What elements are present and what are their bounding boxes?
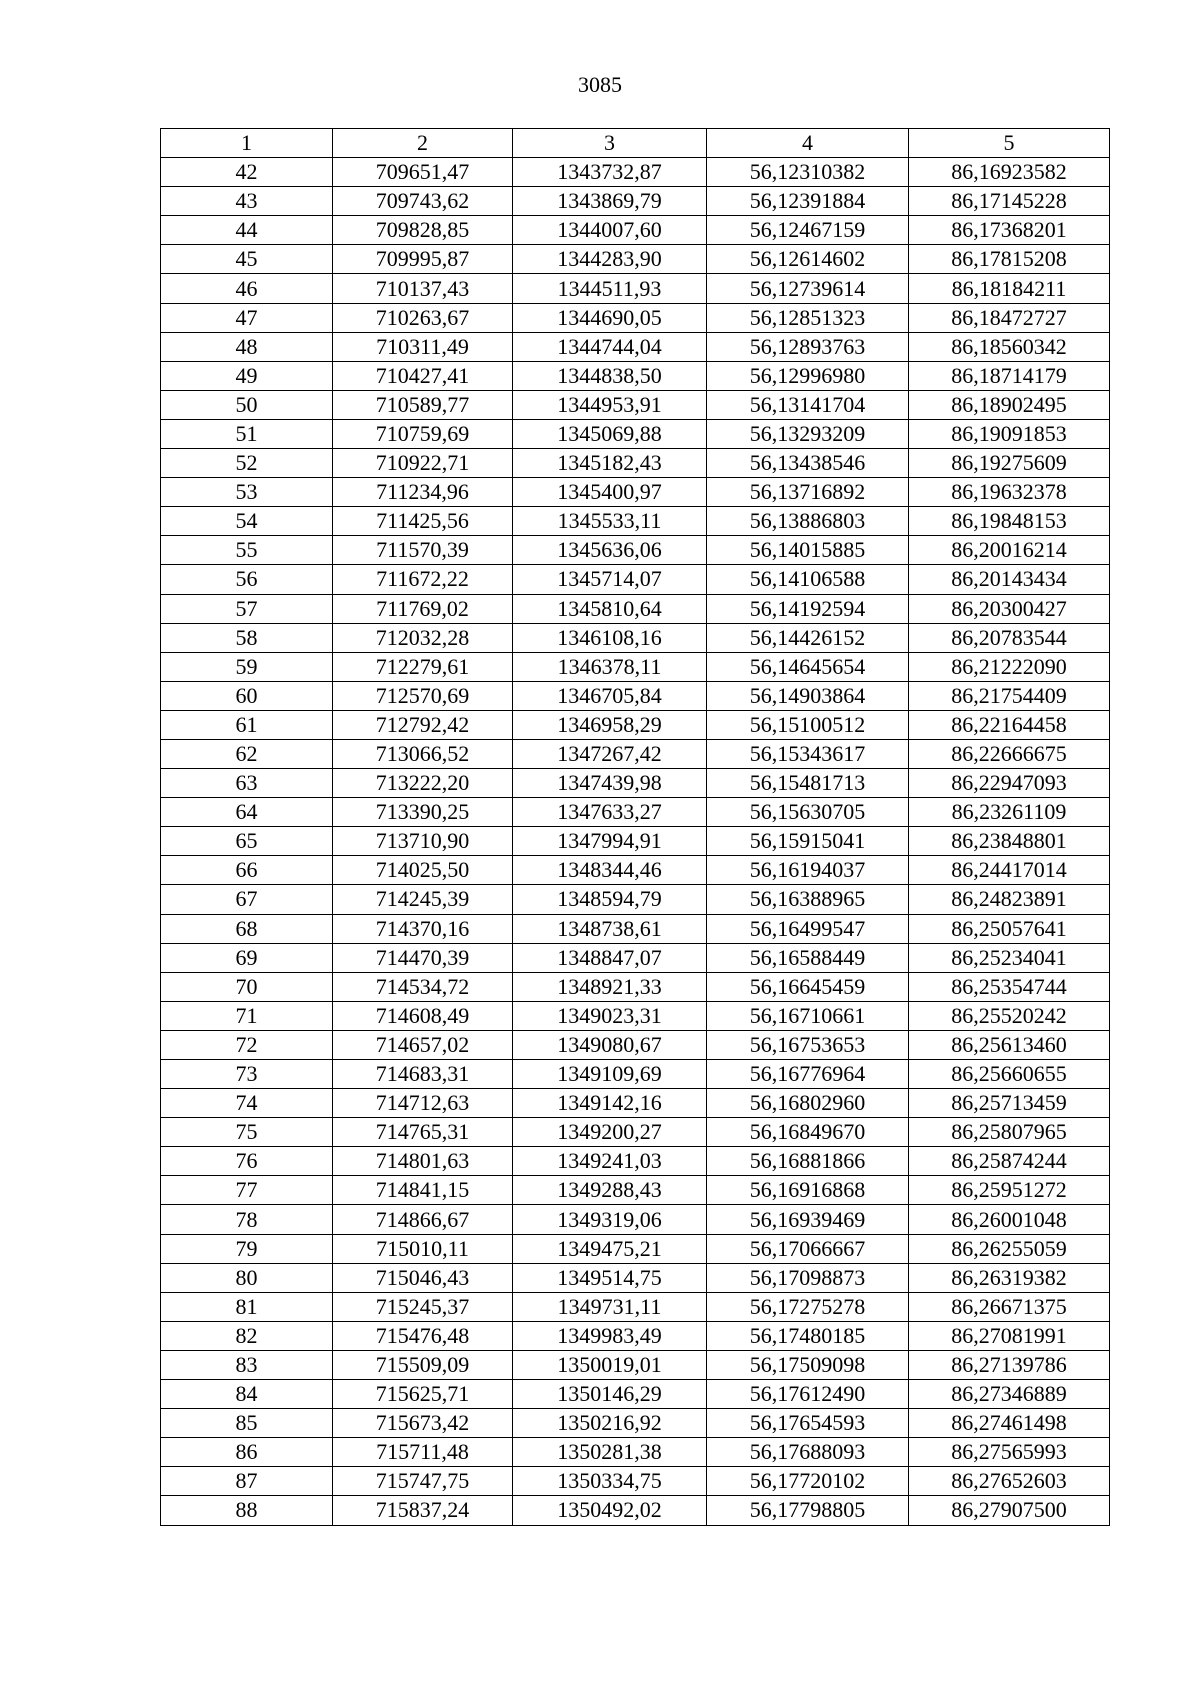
- table-cell-col-3: 1345400,97: [513, 478, 707, 507]
- table-cell-col-4: 56,13293209: [707, 419, 909, 448]
- table-cell-col-3: 1349983,49: [513, 1321, 707, 1350]
- table-cell-col-3: 1349200,27: [513, 1118, 707, 1147]
- table-cell-col-3: 1350492,02: [513, 1496, 707, 1525]
- table-cell-col-2: 714683,31: [333, 1060, 513, 1089]
- table-row: [161, 1467, 1110, 1496]
- table-cell-col-1: 77: [161, 1176, 333, 1205]
- table-row: [161, 1438, 1110, 1467]
- table-cell-col-4: 56,12739614: [707, 274, 909, 303]
- table-row: [161, 245, 1110, 274]
- table-cell-col-3: 1349475,21: [513, 1234, 707, 1263]
- table-cell-col-2: 715673,42: [333, 1409, 513, 1438]
- table-cell-col-5: 86,22164458: [909, 710, 1110, 739]
- page-number: 3085: [578, 72, 622, 97]
- table-cell-col-5: 86,16923582: [909, 158, 1110, 187]
- table-cell-col-5: 86,24823891: [909, 885, 1110, 914]
- table-cell-col-5: 86,27907500: [909, 1496, 1110, 1525]
- table-cell-col-1: 49: [161, 361, 333, 390]
- table-row: [161, 1263, 1110, 1292]
- table-cell-col-1: 61: [161, 710, 333, 739]
- coordinates-table: [160, 128, 1110, 1526]
- table-cell-col-3: 1349514,75: [513, 1263, 707, 1292]
- table-cell-col-1: 45: [161, 245, 333, 274]
- table-cell-col-2: 709743,62: [333, 187, 513, 216]
- table-row: [161, 914, 1110, 943]
- table-cell-col-4: 56,16849670: [707, 1118, 909, 1147]
- table-cell-col-1: 48: [161, 332, 333, 361]
- table-cell-col-1: 81: [161, 1292, 333, 1321]
- table-cell-col-5: 86,26255059: [909, 1234, 1110, 1263]
- table-cell-col-2: 710427,41: [333, 361, 513, 390]
- table-cell-col-4: 56,12893763: [707, 332, 909, 361]
- header-cell-4: 4: [707, 129, 909, 158]
- table-cell-col-4: 56,16645459: [707, 972, 909, 1001]
- table-cell-col-2: 715509,09: [333, 1350, 513, 1379]
- table-cell-col-2: 709995,87: [333, 245, 513, 274]
- table-cell-col-2: 714866,67: [333, 1205, 513, 1234]
- table-cell-col-2: 714245,39: [333, 885, 513, 914]
- table-cell-col-2: 715046,43: [333, 1263, 513, 1292]
- table-cell-col-3: 1348921,33: [513, 972, 707, 1001]
- table-cell-col-3: 1350334,75: [513, 1467, 707, 1496]
- table-cell-col-1: 66: [161, 856, 333, 885]
- table-cell-col-1: 79: [161, 1234, 333, 1263]
- table-cell-col-4: 56,16916868: [707, 1176, 909, 1205]
- table-cell-col-3: 1349080,67: [513, 1030, 707, 1059]
- table-row: [161, 361, 1110, 390]
- table-cell-col-4: 56,17066667: [707, 1234, 909, 1263]
- table-cell-col-4: 56,17098873: [707, 1263, 909, 1292]
- table-cell-col-4: 56,14645654: [707, 652, 909, 681]
- table-cell-col-1: 86: [161, 1438, 333, 1467]
- table-row: [161, 158, 1110, 187]
- table-row: [161, 1234, 1110, 1263]
- table-cell-col-3: 1344511,93: [513, 274, 707, 303]
- table-cell-col-5: 86,19091853: [909, 419, 1110, 448]
- table-cell-col-1: 53: [161, 478, 333, 507]
- table-cell-col-4: 56,15915041: [707, 827, 909, 856]
- table-cell-col-1: 47: [161, 303, 333, 332]
- table-cell-col-2: 713066,52: [333, 739, 513, 768]
- table-cell-col-5: 86,26001048: [909, 1205, 1110, 1234]
- table-row: [161, 885, 1110, 914]
- table-cell-col-2: 714801,63: [333, 1147, 513, 1176]
- table-cell-col-5: 86,27139786: [909, 1350, 1110, 1379]
- table-cell-col-4: 56,13141704: [707, 390, 909, 419]
- table-cell-col-2: 710263,67: [333, 303, 513, 332]
- table-cell-col-4: 56,15100512: [707, 710, 909, 739]
- table-cell-col-5: 86,25660655: [909, 1060, 1110, 1089]
- table-cell-col-5: 86,27565993: [909, 1438, 1110, 1467]
- table-cell-col-5: 86,25613460: [909, 1030, 1110, 1059]
- table-cell-col-3: 1350216,92: [513, 1409, 707, 1438]
- table-cell-col-2: 710759,69: [333, 419, 513, 448]
- header-cell-2: 2: [333, 129, 513, 158]
- table-row: [161, 1001, 1110, 1030]
- table-cell-col-5: 86,25874244: [909, 1147, 1110, 1176]
- table-cell-col-4: 56,16939469: [707, 1205, 909, 1234]
- table-cell-col-3: 1350146,29: [513, 1380, 707, 1409]
- table-cell-col-4: 56,17612490: [707, 1380, 909, 1409]
- table-row: [161, 419, 1110, 448]
- table-cell-col-1: 76: [161, 1147, 333, 1176]
- table-cell-col-4: 56,16194037: [707, 856, 909, 885]
- table-cell-col-1: 78: [161, 1205, 333, 1234]
- table-cell-col-3: 1345714,07: [513, 565, 707, 594]
- table-row: [161, 216, 1110, 245]
- table-row: [161, 798, 1110, 827]
- table-cell-col-5: 86,27461498: [909, 1409, 1110, 1438]
- table-cell-col-1: 58: [161, 623, 333, 652]
- table-cell-col-2: 714534,72: [333, 972, 513, 1001]
- table-cell-col-5: 86,23848801: [909, 827, 1110, 856]
- table-cell-col-2: 713222,20: [333, 769, 513, 798]
- table-cell-col-1: 64: [161, 798, 333, 827]
- table-row: [161, 274, 1110, 303]
- table-cell-col-3: 1349241,03: [513, 1147, 707, 1176]
- table-cell-col-5: 86,27346889: [909, 1380, 1110, 1409]
- table-cell-col-1: 68: [161, 914, 333, 943]
- table-cell-col-5: 86,19632378: [909, 478, 1110, 507]
- table-cell-col-3: 1347994,91: [513, 827, 707, 856]
- table-cell-col-2: 715010,11: [333, 1234, 513, 1263]
- table-cell-col-1: 46: [161, 274, 333, 303]
- table-cell-col-1: 88: [161, 1496, 333, 1525]
- table-row: [161, 1118, 1110, 1147]
- table-cell-col-2: 715747,75: [333, 1467, 513, 1496]
- table-row: [161, 507, 1110, 536]
- table-row: [161, 1409, 1110, 1438]
- table-cell-col-5: 86,17815208: [909, 245, 1110, 274]
- table-cell-col-3: 1344838,50: [513, 361, 707, 390]
- table-cell-col-1: 63: [161, 769, 333, 798]
- table-cell-col-3: 1344744,04: [513, 332, 707, 361]
- table-cell-col-5: 86,25807965: [909, 1118, 1110, 1147]
- header-row: [161, 129, 1110, 158]
- table-cell-col-5: 86,18472727: [909, 303, 1110, 332]
- table-cell-col-5: 86,22947093: [909, 769, 1110, 798]
- table-row: [161, 1292, 1110, 1321]
- table-cell-col-3: 1347439,98: [513, 769, 707, 798]
- table-cell-col-3: 1348594,79: [513, 885, 707, 914]
- table-cell-col-2: 714712,63: [333, 1089, 513, 1118]
- table-cell-col-1: 60: [161, 681, 333, 710]
- table-cell-col-1: 42: [161, 158, 333, 187]
- table-cell-col-2: 714470,39: [333, 943, 513, 972]
- table-cell-col-4: 56,17688093: [707, 1438, 909, 1467]
- table-cell-col-4: 56,15630705: [707, 798, 909, 827]
- table-cell-col-3: 1348738,61: [513, 914, 707, 943]
- table-row: [161, 710, 1110, 739]
- table-cell-col-4: 56,16588449: [707, 943, 909, 972]
- table-cell-col-4: 56,14192594: [707, 594, 909, 623]
- table-cell-col-2: 712279,61: [333, 652, 513, 681]
- table-cell-col-5: 86,25713459: [909, 1089, 1110, 1118]
- table-cell-col-1: 69: [161, 943, 333, 972]
- table-cell-col-2: 709651,47: [333, 158, 513, 187]
- table-cell-col-5: 86,26671375: [909, 1292, 1110, 1321]
- table-cell-col-1: 74: [161, 1089, 333, 1118]
- table-row: [161, 1176, 1110, 1205]
- table-cell-col-2: 715245,37: [333, 1292, 513, 1321]
- table-cell-col-1: 59: [161, 652, 333, 681]
- table-cell-col-2: 715476,48: [333, 1321, 513, 1350]
- table-cell-col-5: 86,25234041: [909, 943, 1110, 972]
- table-row: [161, 1030, 1110, 1059]
- table-row: [161, 827, 1110, 856]
- table-cell-col-2: 711672,22: [333, 565, 513, 594]
- table-row: [161, 594, 1110, 623]
- table-cell-col-3: 1349023,31: [513, 1001, 707, 1030]
- table-cell-col-1: 57: [161, 594, 333, 623]
- table-cell-col-2: 710589,77: [333, 390, 513, 419]
- table-cell-col-1: 83: [161, 1350, 333, 1379]
- table-cell-col-4: 56,16710661: [707, 1001, 909, 1030]
- table-cell-col-1: 52: [161, 449, 333, 478]
- table-cell-col-2: 714765,31: [333, 1118, 513, 1147]
- table-row: [161, 1321, 1110, 1350]
- table-cell-col-4: 56,13716892: [707, 478, 909, 507]
- table-cell-col-2: 714841,15: [333, 1176, 513, 1205]
- table-row: [161, 1205, 1110, 1234]
- table-cell-col-2: 715711,48: [333, 1438, 513, 1467]
- table-cell-col-4: 56,14426152: [707, 623, 909, 652]
- header-cell-1: 1: [161, 129, 333, 158]
- table-cell-col-2: 712570,69: [333, 681, 513, 710]
- table-cell-col-5: 86,18714179: [909, 361, 1110, 390]
- table-cell-col-4: 56,12467159: [707, 216, 909, 245]
- table-cell-col-3: 1347267,42: [513, 739, 707, 768]
- table-cell-col-4: 56,12614602: [707, 245, 909, 274]
- table-row: [161, 187, 1110, 216]
- table-cell-col-1: 50: [161, 390, 333, 419]
- table-cell-col-1: 55: [161, 536, 333, 565]
- table-cell-col-3: 1350019,01: [513, 1350, 707, 1379]
- table-cell-col-4: 56,12391884: [707, 187, 909, 216]
- table-cell-col-2: 711570,39: [333, 536, 513, 565]
- table-cell-col-3: 1347633,27: [513, 798, 707, 827]
- table-row: [161, 390, 1110, 419]
- table-cell-col-5: 86,20783544: [909, 623, 1110, 652]
- table-cell-col-1: 84: [161, 1380, 333, 1409]
- table-cell-col-5: 86,20143434: [909, 565, 1110, 594]
- table-cell-col-5: 86,18902495: [909, 390, 1110, 419]
- table-row: [161, 303, 1110, 332]
- header-cell-5: 5: [909, 129, 1110, 158]
- table-cell-col-3: 1345636,06: [513, 536, 707, 565]
- table-cell-col-1: 82: [161, 1321, 333, 1350]
- table-row: [161, 739, 1110, 768]
- table-cell-col-3: 1350281,38: [513, 1438, 707, 1467]
- table-cell-col-3: 1349142,16: [513, 1089, 707, 1118]
- table-header: [161, 129, 1110, 158]
- table-cell-col-1: 75: [161, 1118, 333, 1147]
- table-cell-col-3: 1345069,88: [513, 419, 707, 448]
- table-cell-col-2: 710311,49: [333, 332, 513, 361]
- table-cell-col-4: 56,12851323: [707, 303, 909, 332]
- table-cell-col-2: 714025,50: [333, 856, 513, 885]
- table-cell-col-5: 86,23261109: [909, 798, 1110, 827]
- table-cell-col-1: 72: [161, 1030, 333, 1059]
- table-cell-col-5: 86,27081991: [909, 1321, 1110, 1350]
- table-cell-col-1: 87: [161, 1467, 333, 1496]
- table-cell-col-4: 56,17798805: [707, 1496, 909, 1525]
- table-cell-col-3: 1344953,91: [513, 390, 707, 419]
- table-cell-col-1: 54: [161, 507, 333, 536]
- table-cell-col-1: 70: [161, 972, 333, 1001]
- table-cell-col-1: 73: [161, 1060, 333, 1089]
- table-cell-col-1: 65: [161, 827, 333, 856]
- table-cell-col-4: 56,17720102: [707, 1467, 909, 1496]
- table-cell-col-4: 56,12310382: [707, 158, 909, 187]
- table-row: [161, 972, 1110, 1001]
- table-cell-col-5: 86,25951272: [909, 1176, 1110, 1205]
- table-cell-col-3: 1345533,11: [513, 507, 707, 536]
- table-cell-col-1: 62: [161, 739, 333, 768]
- table-cell-col-3: 1346108,16: [513, 623, 707, 652]
- table-cell-col-3: 1348847,07: [513, 943, 707, 972]
- table-cell-col-3: 1344283,90: [513, 245, 707, 274]
- table-cell-col-2: 713390,25: [333, 798, 513, 827]
- table-cell-col-5: 86,20300427: [909, 594, 1110, 623]
- table-row: [161, 856, 1110, 885]
- table-cell-col-3: 1349731,11: [513, 1292, 707, 1321]
- header-cell-3: 3: [513, 129, 707, 158]
- table-cell-col-2: 711769,02: [333, 594, 513, 623]
- table-cell-col-3: 1343869,79: [513, 187, 707, 216]
- table-cell-col-1: 67: [161, 885, 333, 914]
- table-cell-col-1: 44: [161, 216, 333, 245]
- table-cell-col-5: 86,19275609: [909, 449, 1110, 478]
- table-cell-col-2: 713710,90: [333, 827, 513, 856]
- table-cell-col-3: 1349109,69: [513, 1060, 707, 1089]
- table-cell-col-3: 1343732,87: [513, 158, 707, 187]
- table-cell-col-4: 56,13438546: [707, 449, 909, 478]
- table-cell-col-2: 715625,71: [333, 1380, 513, 1409]
- table-cell-col-4: 56,16802960: [707, 1089, 909, 1118]
- table-row: [161, 478, 1110, 507]
- table-cell-col-4: 56,15481713: [707, 769, 909, 798]
- table-cell-col-5: 86,19848153: [909, 507, 1110, 536]
- table-row: [161, 536, 1110, 565]
- table-cell-col-5: 86,21754409: [909, 681, 1110, 710]
- table-cell-col-4: 56,16388965: [707, 885, 909, 914]
- table-cell-col-3: 1344690,05: [513, 303, 707, 332]
- table-row: [161, 565, 1110, 594]
- table-cell-col-5: 86,25520242: [909, 1001, 1110, 1030]
- table-cell-col-5: 86,22666675: [909, 739, 1110, 768]
- table-row: [161, 1089, 1110, 1118]
- table-cell-col-4: 56,13886803: [707, 507, 909, 536]
- table-cell-col-5: 86,25354744: [909, 972, 1110, 1001]
- table-cell-col-1: 80: [161, 1263, 333, 1292]
- table-cell-col-3: 1349319,06: [513, 1205, 707, 1234]
- table-cell-col-2: 710137,43: [333, 274, 513, 303]
- table-cell-col-3: 1346958,29: [513, 710, 707, 739]
- table-cell-col-5: 86,26319382: [909, 1263, 1110, 1292]
- table-cell-col-5: 86,27652603: [909, 1467, 1110, 1496]
- table-cell-col-2: 709828,85: [333, 216, 513, 245]
- table-cell-col-4: 56,17480185: [707, 1321, 909, 1350]
- table-cell-col-2: 712792,42: [333, 710, 513, 739]
- table-cell-col-1: 43: [161, 187, 333, 216]
- table-cell-col-4: 56,16499547: [707, 914, 909, 943]
- table-cell-col-1: 51: [161, 419, 333, 448]
- table-cell-col-3: 1346378,11: [513, 652, 707, 681]
- table-cell-col-2: 712032,28: [333, 623, 513, 652]
- table-row: [161, 1496, 1110, 1525]
- table-cell-col-4: 56,16753653: [707, 1030, 909, 1059]
- table-cell-col-1: 71: [161, 1001, 333, 1030]
- table-row: [161, 449, 1110, 478]
- table-cell-col-5: 86,17368201: [909, 216, 1110, 245]
- table-row: [161, 652, 1110, 681]
- table-cell-col-2: 711234,96: [333, 478, 513, 507]
- table-cell-col-3: 1345182,43: [513, 449, 707, 478]
- table-cell-col-5: 86,21222090: [909, 652, 1110, 681]
- table-cell-col-3: 1345810,64: [513, 594, 707, 623]
- table-cell-col-5: 86,18184211: [909, 274, 1110, 303]
- table-cell-col-2: 714370,16: [333, 914, 513, 943]
- table-cell-col-5: 86,24417014: [909, 856, 1110, 885]
- table-cell-col-5: 86,20016214: [909, 536, 1110, 565]
- table-cell-col-3: 1346705,84: [513, 681, 707, 710]
- table-cell-col-4: 56,17509098: [707, 1350, 909, 1379]
- table-cell-col-3: 1348344,46: [513, 856, 707, 885]
- table-cell-col-1: 56: [161, 565, 333, 594]
- table-row: [161, 943, 1110, 972]
- table-cell-col-2: 715837,24: [333, 1496, 513, 1525]
- table-row: [161, 1060, 1110, 1089]
- table-row: [161, 332, 1110, 361]
- table-cell-col-5: 86,18560342: [909, 332, 1110, 361]
- table-cell-col-4: 56,14903864: [707, 681, 909, 710]
- table-cell-col-5: 86,17145228: [909, 187, 1110, 216]
- table-row: [161, 769, 1110, 798]
- table-row: [161, 1380, 1110, 1409]
- table-row: [161, 681, 1110, 710]
- table-cell-col-4: 56,14106588: [707, 565, 909, 594]
- table-cell-col-1: 85: [161, 1409, 333, 1438]
- table-cell-col-3: 1349288,43: [513, 1176, 707, 1205]
- table-cell-col-4: 56,17654593: [707, 1409, 909, 1438]
- table-cell-col-4: 56,15343617: [707, 739, 909, 768]
- table-cell-col-2: 711425,56: [333, 507, 513, 536]
- table-cell-col-5: 86,25057641: [909, 914, 1110, 943]
- table-cell-col-2: 710922,71: [333, 449, 513, 478]
- table-cell-col-2: 714657,02: [333, 1030, 513, 1059]
- table-cell-col-4: 56,16881866: [707, 1147, 909, 1176]
- table-cell-col-3: 1344007,60: [513, 216, 707, 245]
- table-cell-col-4: 56,17275278: [707, 1292, 909, 1321]
- table-cell-col-2: 714608,49: [333, 1001, 513, 1030]
- table-cell-col-4: 56,16776964: [707, 1060, 909, 1089]
- table-cell-col-4: 56,14015885: [707, 536, 909, 565]
- table-row: [161, 1147, 1110, 1176]
- table-row: [161, 1350, 1110, 1379]
- table-body: [161, 158, 1110, 1525]
- table-row: [161, 623, 1110, 652]
- table-cell-col-4: 56,12996980: [707, 361, 909, 390]
